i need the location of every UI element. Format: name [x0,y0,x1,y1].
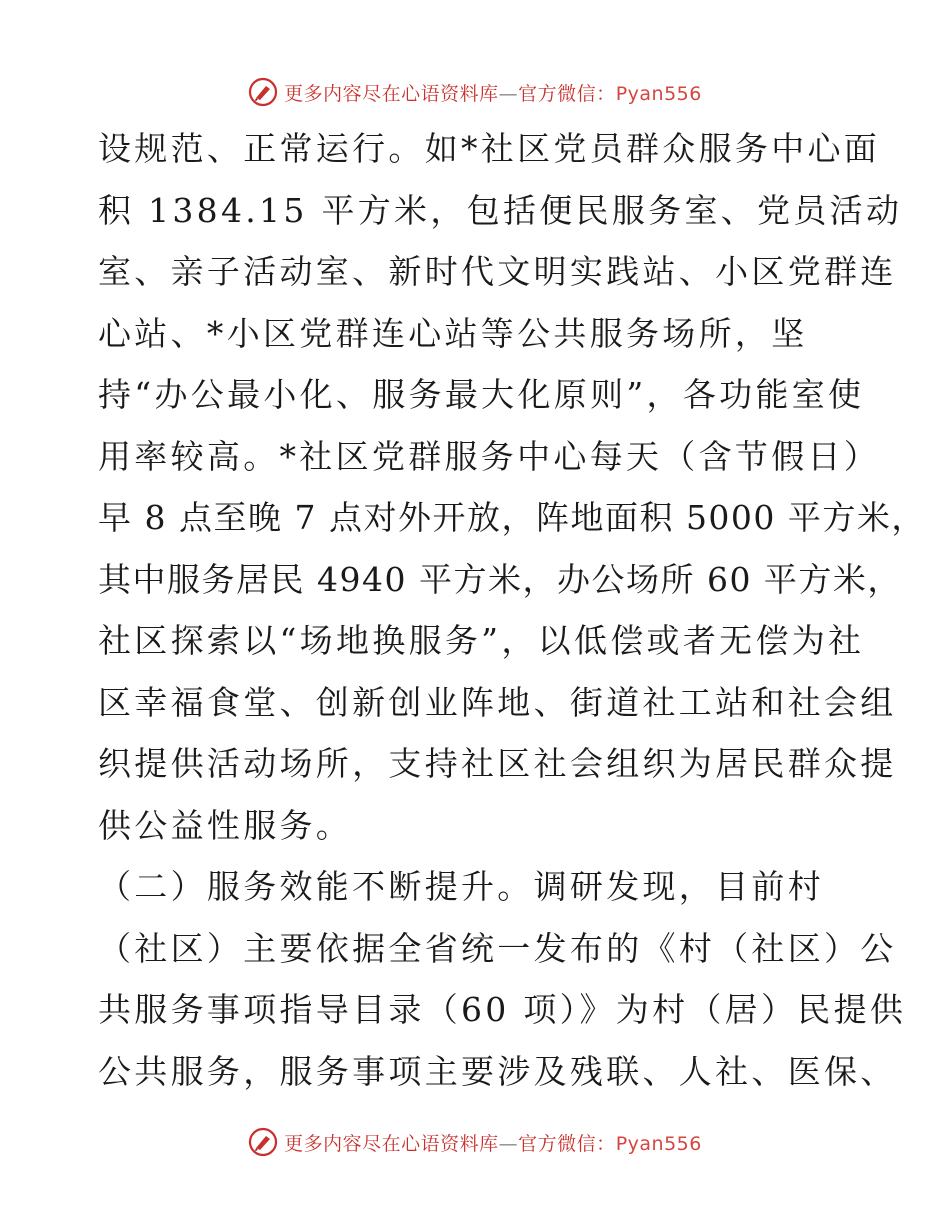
body-line: 积 1384.15 平方米，包括便民服务室、党员活动 [98,190,903,230]
watermark-text: 更多内容尽在心语资料库—官方微信：Pyan556 [284,1132,702,1155]
pen-logo-icon [248,1127,278,1157]
pen-logo-icon [248,77,278,107]
header-watermark [0,72,950,112]
body-line: 设规范、正常运行。如*社区党员群众服务中心面 [98,129,881,168]
body-line: 持“办公最小化、服务最大化原则”，各功能室使 [98,375,865,414]
body-line: 用率较高。*社区党群服务中心每天（含节假日） [98,436,881,476]
body-line: 共服务事项指导目录（60 项）》为村（居）民提供 [98,990,907,1029]
document-body [98,118,926,1102]
body-line: 供公益性服务。 [98,805,353,845]
body-line: 社区探索以“场地换服务”，以低偿或者无偿为社 [98,621,865,660]
body-line: （社区）主要依据全省统一发布的《村（社区）公 [98,928,897,968]
section-heading-line: （二）服务效能不断提升。调研发现，目前村 [98,867,824,906]
body-line: 区幸福食堂、创新创业阵地、街道社工站和社会组 [98,682,897,722]
body-line: 心站、*小区党群连心站等公共服务场所，坚 [98,313,808,353]
body-line: 早 8 点至晚 7 点对外开放，阵地面积 5000 平方米， [98,498,926,537]
body-line: 织提供活动场所，支持社区社会组织为居民群众提 [98,744,897,783]
body-line: 其中服务居民 4940 平方米，办公场所 60 平方米， [98,559,902,599]
watermark-text: 更多内容尽在心语资料库—官方微信：Pyan556 [284,82,702,105]
footer-watermark [0,1122,950,1162]
body-line: 公共服务，服务事项主要涉及残联、人社、医保、 [98,1051,897,1091]
body-line: 室、亲子活动室、新时代文明实践站、小区党群连 [98,252,897,291]
